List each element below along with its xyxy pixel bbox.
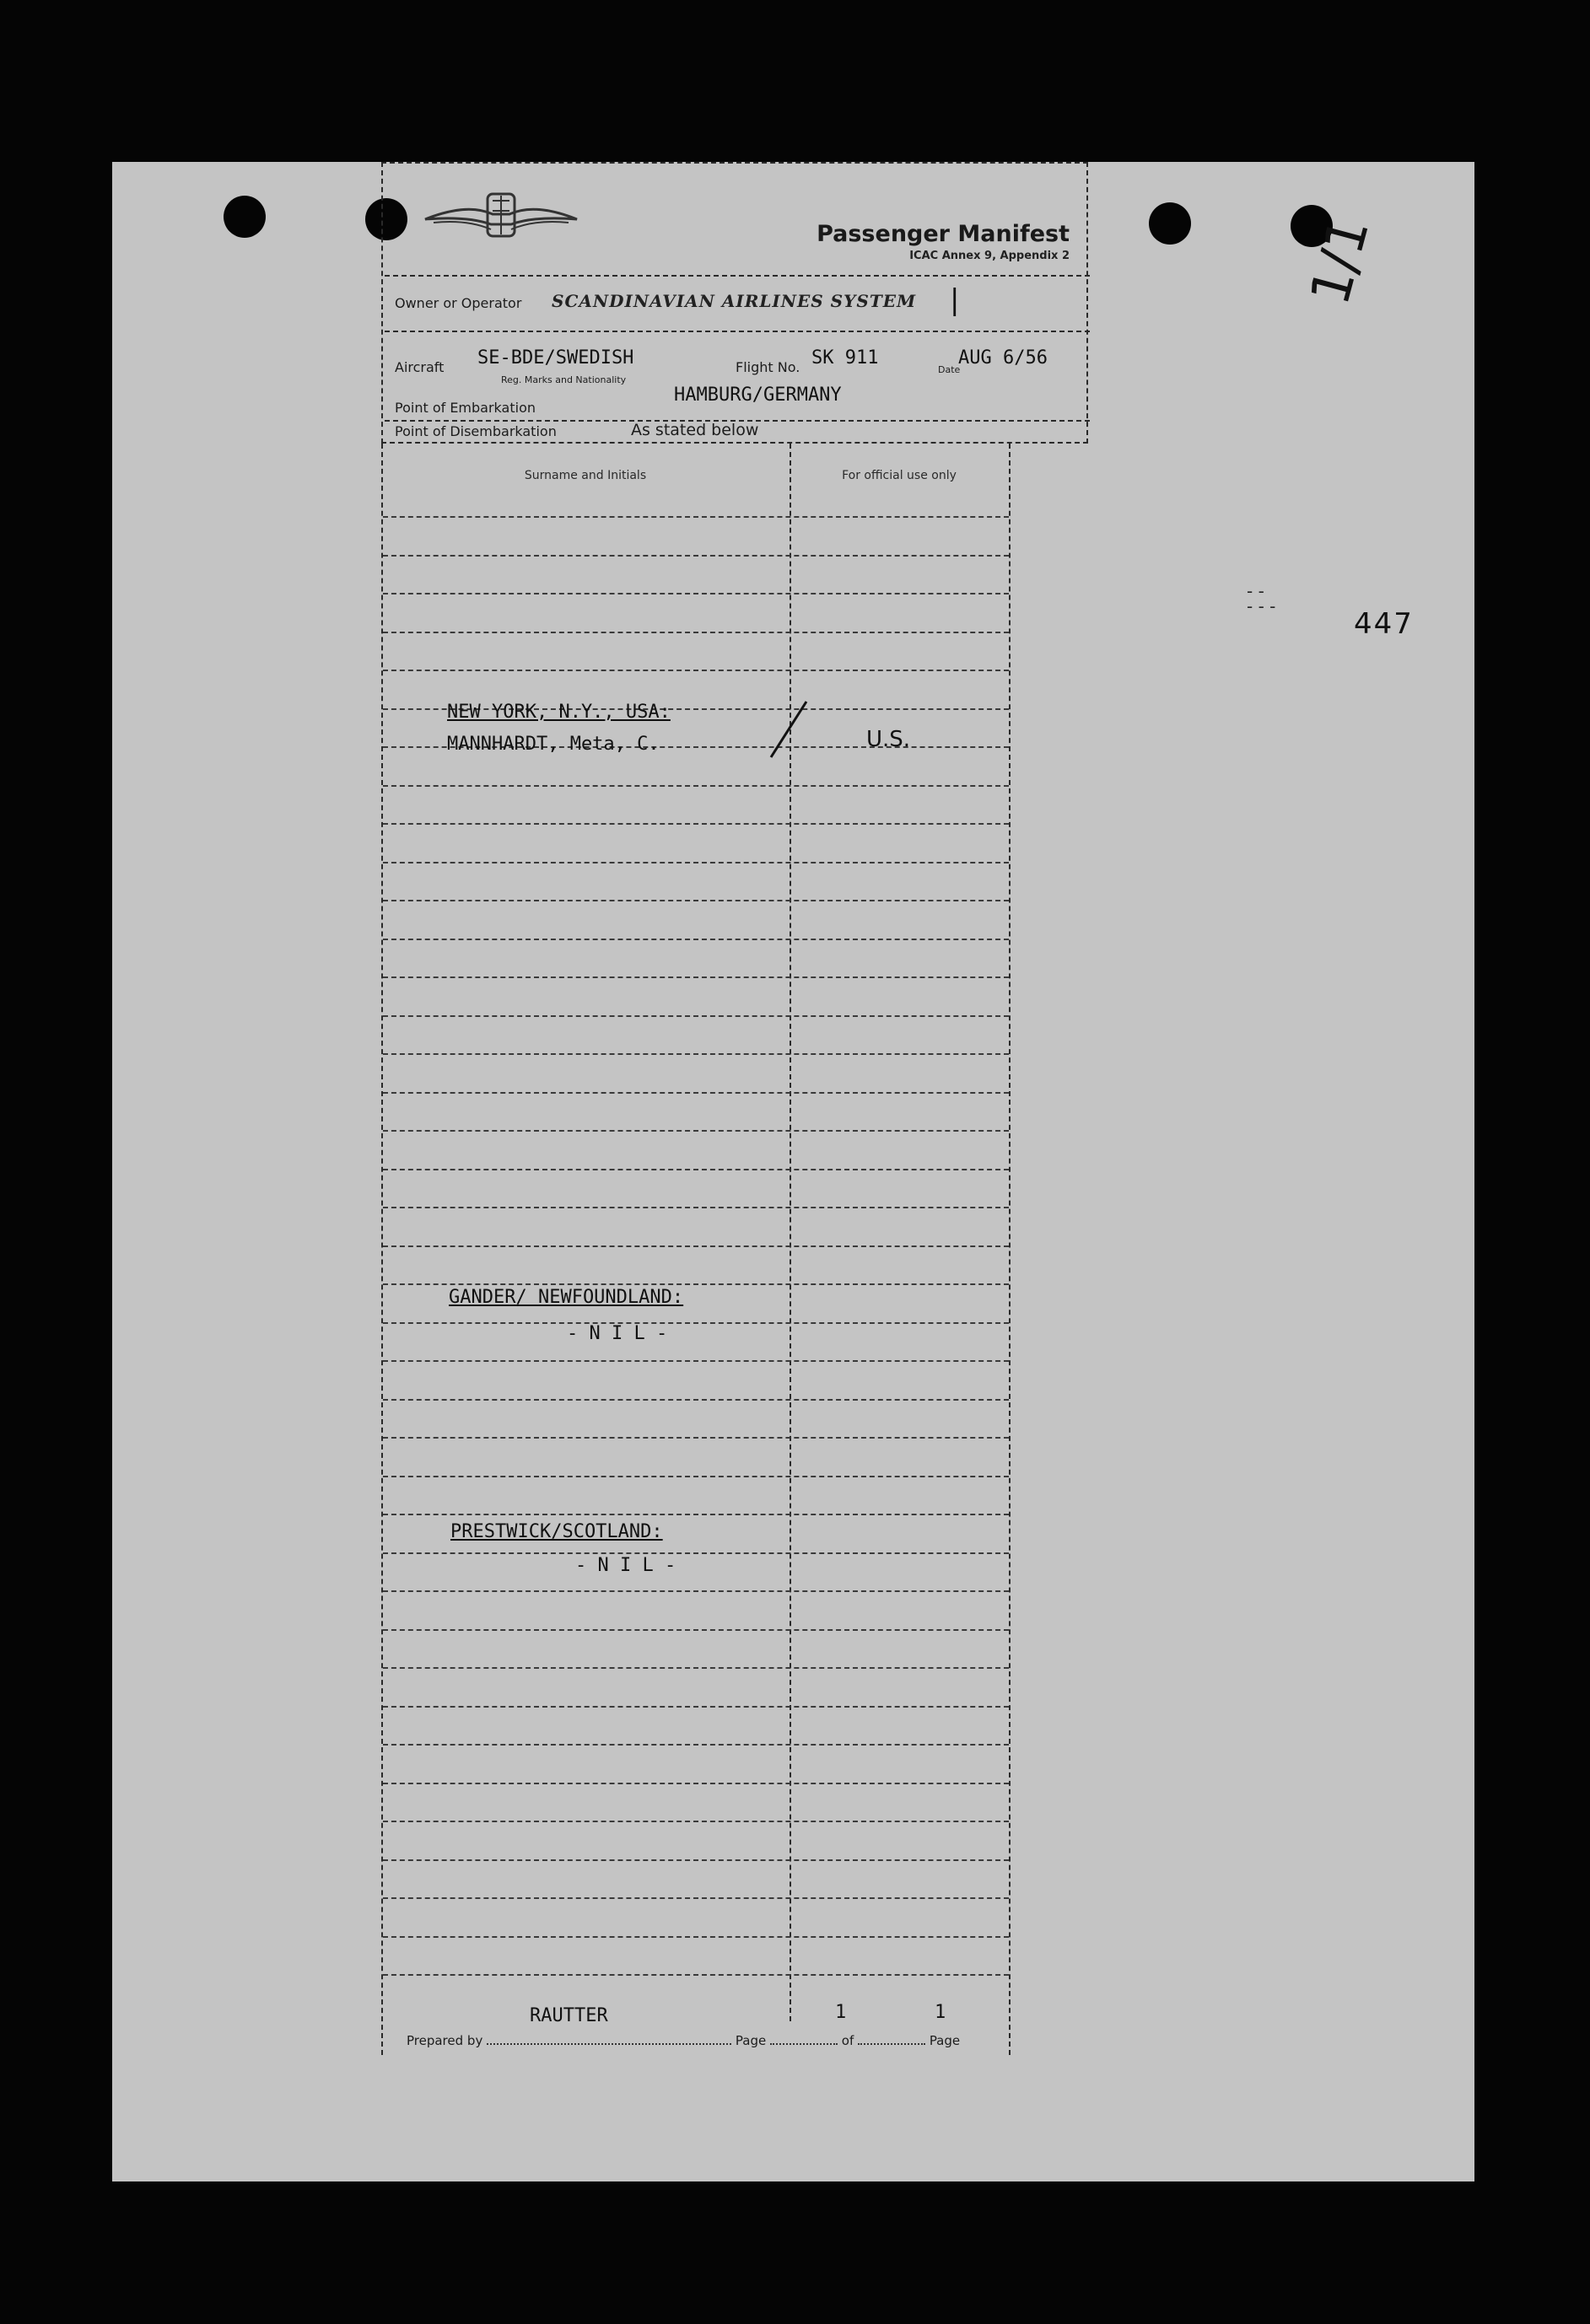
surname-column-header: Surname and Initials — [524, 469, 647, 482]
table-rule-line — [383, 1552, 1009, 1554]
page-end-label: Page — [929, 2033, 961, 2048]
table-rule-line — [383, 1514, 1009, 1515]
table-rule-line — [383, 900, 1009, 901]
table-rule-line — [383, 1859, 1009, 1861]
table-rule-line — [383, 516, 1009, 518]
table-rule-line — [383, 1283, 1009, 1285]
reg-marks-note: Reg. Marks and Nationality — [501, 374, 627, 385]
owner-tick-mark: | — [950, 283, 960, 317]
form-title: Passenger Manifest — [817, 221, 1070, 247]
table-rule-line — [383, 1783, 1009, 1784]
form-subtitle: ICAC Annex 9, Appendix 2 — [909, 250, 1070, 262]
dotted-fill-line — [858, 2031, 925, 2045]
destination-heading: PRESTWICK/SCOTLAND: — [450, 1521, 663, 1542]
disembarkation-label: Point of Disembarkation — [395, 423, 557, 439]
table-rule-line — [383, 1629, 1009, 1631]
embarkation-label: Point of Embarkation — [395, 400, 536, 416]
table-rule-line — [383, 1015, 1009, 1017]
table-rule-line — [383, 1476, 1009, 1477]
manifest-footer — [407, 2031, 960, 2048]
airline-wings-logo-icon — [417, 186, 585, 253]
manifest-header — [381, 162, 1088, 444]
table-rule-line — [383, 1437, 1009, 1439]
table-rule-line — [383, 1706, 1009, 1708]
prepared-by-label: Prepared by — [407, 2033, 483, 2048]
nil-entry: - N I L - — [575, 1555, 676, 1576]
table-rule-lines — [381, 444, 1011, 2055]
table-rule-line — [383, 1245, 1009, 1247]
table-rule-line — [383, 1974, 1009, 1976]
margin-tick-marks: - - - - - — [1247, 581, 1276, 616]
corner-handwritten-mark: 1/1 — [1299, 211, 1382, 312]
table-rule-line — [383, 1667, 1009, 1669]
table-rule-line — [383, 1744, 1009, 1746]
table-rule-line — [383, 1897, 1009, 1899]
table-rule-line — [383, 785, 1009, 787]
table-rule-line — [383, 593, 1009, 594]
prepared-by-value: RAUTTER — [530, 2005, 608, 2026]
table-rule-line — [383, 1092, 1009, 1094]
disembarkation-value: As stated below — [631, 421, 759, 439]
dotted-fill-line — [770, 2031, 838, 2045]
table-rule-line — [383, 1360, 1009, 1362]
header-divider — [385, 275, 1090, 277]
table-rule-line — [383, 1590, 1009, 1592]
aircraft-label: Aircraft — [395, 359, 445, 375]
dotted-fill-line — [487, 2031, 731, 2045]
table-rule-line — [383, 976, 1009, 978]
official-use-entry: U.S. — [866, 727, 911, 752]
punch-hole — [1149, 202, 1191, 245]
official-use-column-header: For official use only — [842, 469, 957, 482]
table-rule-line — [383, 1821, 1009, 1822]
table-rule-line — [383, 823, 1009, 825]
nil-entry: - N I L - — [567, 1323, 668, 1344]
table-rule-line — [383, 1169, 1009, 1170]
table-rule-line — [383, 939, 1009, 940]
destination-heading: GANDER/ NEWFOUNDLAND: — [449, 1287, 684, 1308]
passenger-table — [381, 444, 1011, 2055]
table-rule-line — [383, 1936, 1009, 1938]
embarkation-value: HAMBURG/GERMANY — [674, 385, 842, 406]
table-rule-line — [383, 1207, 1009, 1208]
flight-label: Flight No. — [736, 359, 800, 375]
table-rule-line — [383, 862, 1009, 863]
margin-number: 447 — [1354, 607, 1414, 641]
table-rule-line — [383, 1322, 1009, 1324]
aircraft-value: SE-BDE/SWEDISH — [477, 347, 634, 369]
flight-value: SK 911 — [811, 347, 879, 369]
page-label: Page — [735, 2033, 767, 2048]
table-rule-line — [383, 555, 1009, 557]
date-value: AUG 6/56 — [958, 347, 1048, 369]
table-rule-line — [383, 632, 1009, 633]
of-label: of — [841, 2033, 854, 2048]
page-number-value: 1 — [835, 2002, 847, 2023]
table-rule-line — [383, 1130, 1009, 1132]
table-rule-line — [383, 1053, 1009, 1055]
passenger-entry: MANNHARDT, Meta, C. — [447, 734, 660, 755]
owner-label: Owner or Operator — [395, 295, 522, 311]
page-total-value: 1 — [935, 2002, 946, 2023]
table-rule-line — [383, 1399, 1009, 1401]
date-label: Date — [938, 364, 961, 375]
destination-heading: NEW YORK, N.Y., USA: — [447, 702, 671, 723]
table-rule-line — [383, 670, 1009, 671]
owner-value: SCANDINAVIAN AIRLINES SYSTEM — [552, 291, 917, 311]
header-divider — [385, 331, 1090, 332]
check-slash-mark-icon — [763, 697, 813, 764]
punch-hole — [224, 196, 266, 238]
passenger-manifest-form — [381, 162, 1090, 2055]
